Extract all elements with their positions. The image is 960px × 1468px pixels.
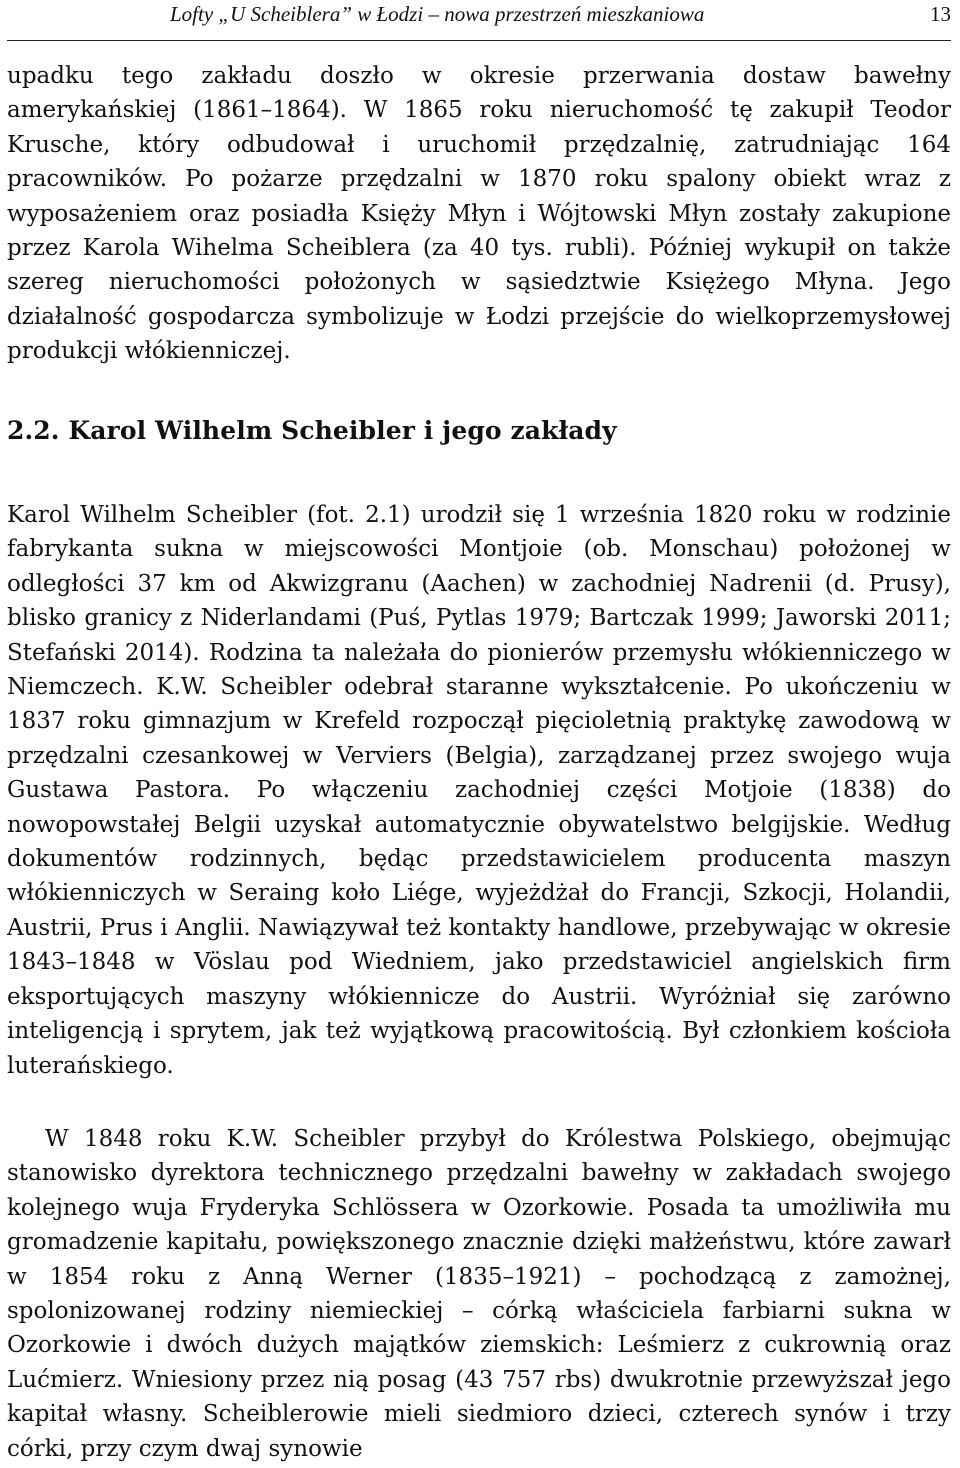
section-number: 2.2. [7,416,60,445]
document-page [7,0,951,1462]
paragraph-career: W 1848 roku K.W. Scheibler przybył do Królestwa Polskiego, obejmując stanowisko dyrektora technicznego przędzalni bawełny w zakładach swojego kolejnego wuja Fryderyka Schlössera w Ozorkowie. Posada ta umożliwiła mu gromadzenie kapitału, powiększonego znacznie dzięki małżeństwu, które zawarł w 1854 roku z Anną Werner (1835–1921) – pochodzącą z zamożnej, spolonizowanej rodziny niemieckiej – córką właściciela farbiarni sukna w Ozorkowie i dwóch dużych majątków ziemskich: Leśmierz z cukrownią oraz Lućmierz. Wniesiony przez nią posag (43 757 rbs) dwukrotnie przewyższał jego kapitał własny. Scheiblerowie mieli siedmioro dzieci, czterech synów i trzy córki, przy czym dwaj synowie [7,1126,951,1462]
page-number: 13 [930,2,951,26]
paragraph-intro: upadku tego zakładu doszło w okresie przerwania dostaw bawełny amerykańskiej (1861–1864). W 1865 roku nieruchomość tę zakupił Teodor Krusche, który odbudował i uruchomił przędzalnię, zatrudniając 164 pracowników. Po pożarze przędzalni w 1870 roku spalony obiekt wraz z wyposażeniem oraz posiadła Księży Młyn i Wójtowski Młyn zostały zakupione przez Karola Wihelma Scheiblera (za 40 tys. rubli). Później wykupił on także szereg nieruchomości położonych w sąsiedztwie Księżego Młyna. Jego działalność gospodarcza symbolizuje w Łodzi przejście do wielkoprzemysłowej produkcji włókienniczej. [7,63,951,365]
paragraph-biography: Karol Wilhelm Scheibler (fot. 2.1) urodził się 1 września 1820 roku w rodzinie fabrykanta sukna w miejscowości Montjoie (ob. Monschau) położonej w odległości 37 km od Akwizgranu (Aachen) w zachodniej Nadrenii (d. Prusy), blisko granicy z Niderlandami (Puś, Pytlas 1979; Bartczak 1999; Jaworski 2011; Stefański 2014). Rodzina ta należała do pionierów przemysłu włókienniczego w Niemczech. K.W. Scheibler odebrał staranne wykształcenie. Po ukończeniu w 1837 roku gimnazjum w Krefeld rozpoczął pięcioletnią praktykę zawodową w przędzalni czesankowej w Verviers (Belgia), zarządzanej przez swojego wuja Gustawa Pastora. Po włączeniu zachodniej części Motjoie (1838) do nowopowstałej Belgii uzyskał automatycznie obywatelstwo belgijskie. Według dokumentów rodzinnych, będąc przedstawicielem producenta maszyn włókienniczych w Seraing koło Liége, wyjeżdżał do Francji, Szkocji, Holandii, Austrii, Prus i Anglii. Nawiązywał też kontakty handlowe, przebywając w okresie 1843–1848 w Vöslau pod Wiedniem, jako przedstawiciel angielskich firm eksportujących maszyny włókiennicze do Austrii. Wyróżniał się zarówno inteligencją i sprytem, jak też wyjątkową pracowitością. Był członkiem kościoła luterańskiego. [7,502,951,1079]
section-title: Karol Wilhelm Scheibler i jego zakłady [68,416,617,445]
section-heading [7,414,617,448]
running-title: Lofty „U Scheiblera” w Łodzi – nowa przestrzeń mieszkaniowa [170,2,705,26]
running-header [7,0,951,41]
